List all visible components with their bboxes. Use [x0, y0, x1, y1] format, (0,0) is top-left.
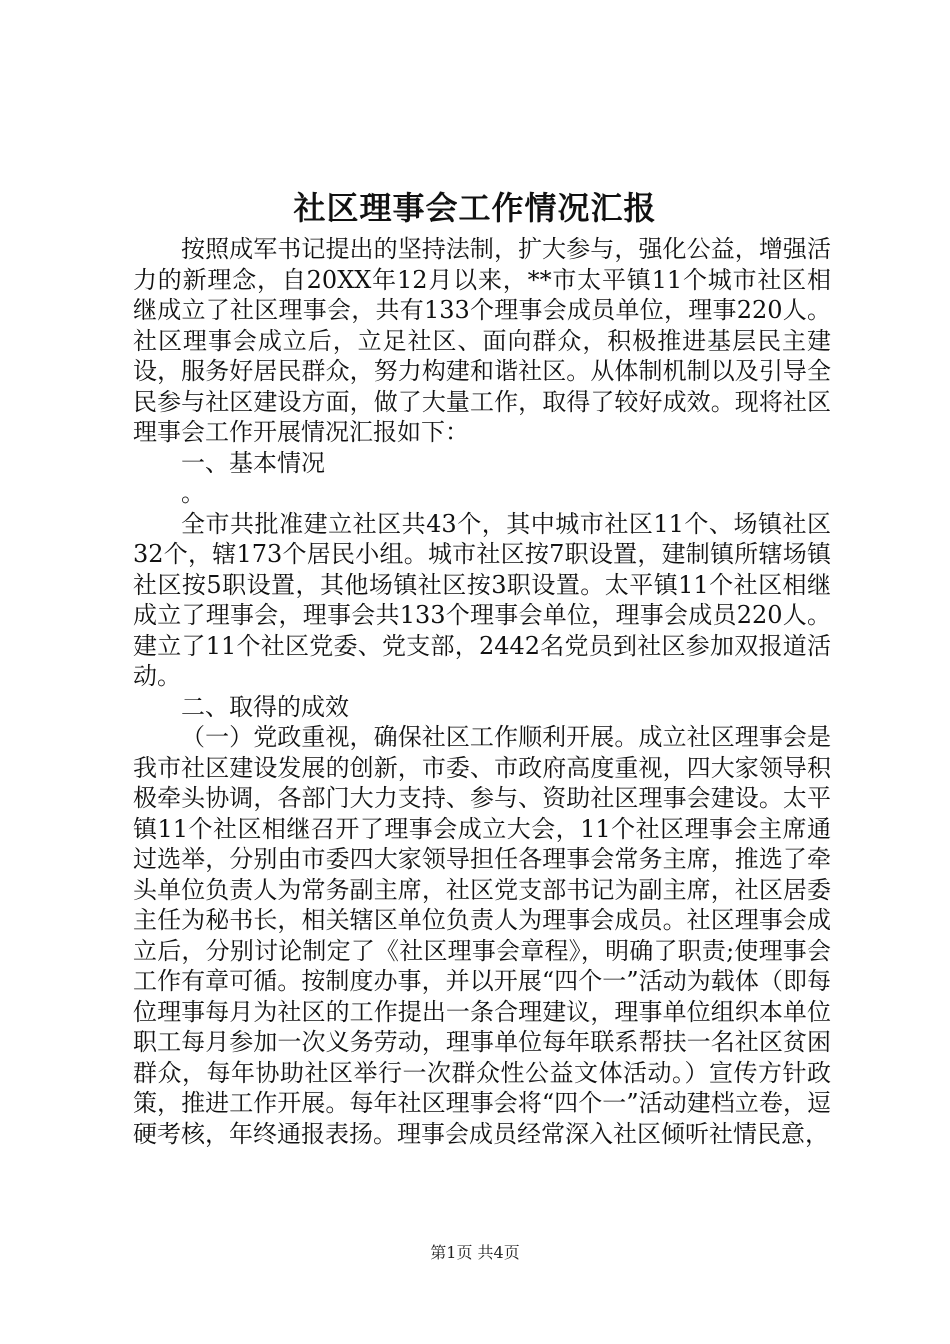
- results-paragraph-1: （一）党政重视，确保社区工作顺利开展。成立社区理事会是我市社区建设发展的创新，市委、市政府高度重视，四大家领导积极牵头协调，各部门大力支持、参与、资助社区理事会建设。太平镇11个社区相继召开了理事会成立大会，11个社区理事会主席通过选举，分别由市委四大家领导担任各理事会常务主席，推选了牵头单位负责人为常务副主席，社区党支部书记为副主席，社区居委主任为秘书长，相关辖区单位负责人为理事会成员。社区理事会成立后，分别讨论制定了《社区理事会章程》，明确了职责;使理事会工作有章可循。按制度办事，并以开展“四个一”活动为载体（即每位理事每月为社区的工作提出一条合理建议，理事单位组织本单位职工每月参加一次义务劳动，理事单位每年联系帮扶一名社区贫困群众，每年协助社区举行一次群众性公益文体活动。）宣传方针政策，推进工作开展。每年社区理事会将“四个一”活动建档立卷，逗硬考核，年终通报表扬。理事会成员经常深入社区倾听社情民意，: [133, 723, 831, 1148]
- section-heading-basic: 一、基本情况: [181, 448, 325, 477]
- section-heading-results: 二、取得的成效: [181, 692, 349, 721]
- document-title: 社区理事会工作情况汇报: [293, 189, 657, 227]
- intro-paragraph: 按照成军书记提出的坚持法制，扩大参与，强化公益，增强活力的新理念，自20XX年12月以来，**市太平镇11个城市社区相继成立了社区理事会，共有133个理事会成员单位，理事220人。社区理事会成立后，立足社区、面向群众，积极推进基层民主建设，服务好居民群众，努力构建和谐社区。从体制机制以及引导全民参与社区建设方面，做了大量工作，取得了较好成效。现将社区理事会工作开展情况汇报如下：: [133, 235, 831, 446]
- document-body: [133, 234, 831, 1149]
- stray-period-line: 。: [181, 479, 205, 507]
- page-footer: 第1页 共4页: [430, 1243, 520, 1262]
- basic-info-paragraph: 全市共批准建立社区共43个，其中城市社区11个、场镇社区32个，辖173个居民小组。城市社区按7职设置，建制镇所辖场镇社区按5职设置，其他场镇社区按3职设置。太平镇11个社区相继成立了理事会，理事会共133个理事会单位，理事会成员220人。建立了11个社区党委、党支部，2442名党员到社区参加双报道活动。: [133, 509, 831, 690]
